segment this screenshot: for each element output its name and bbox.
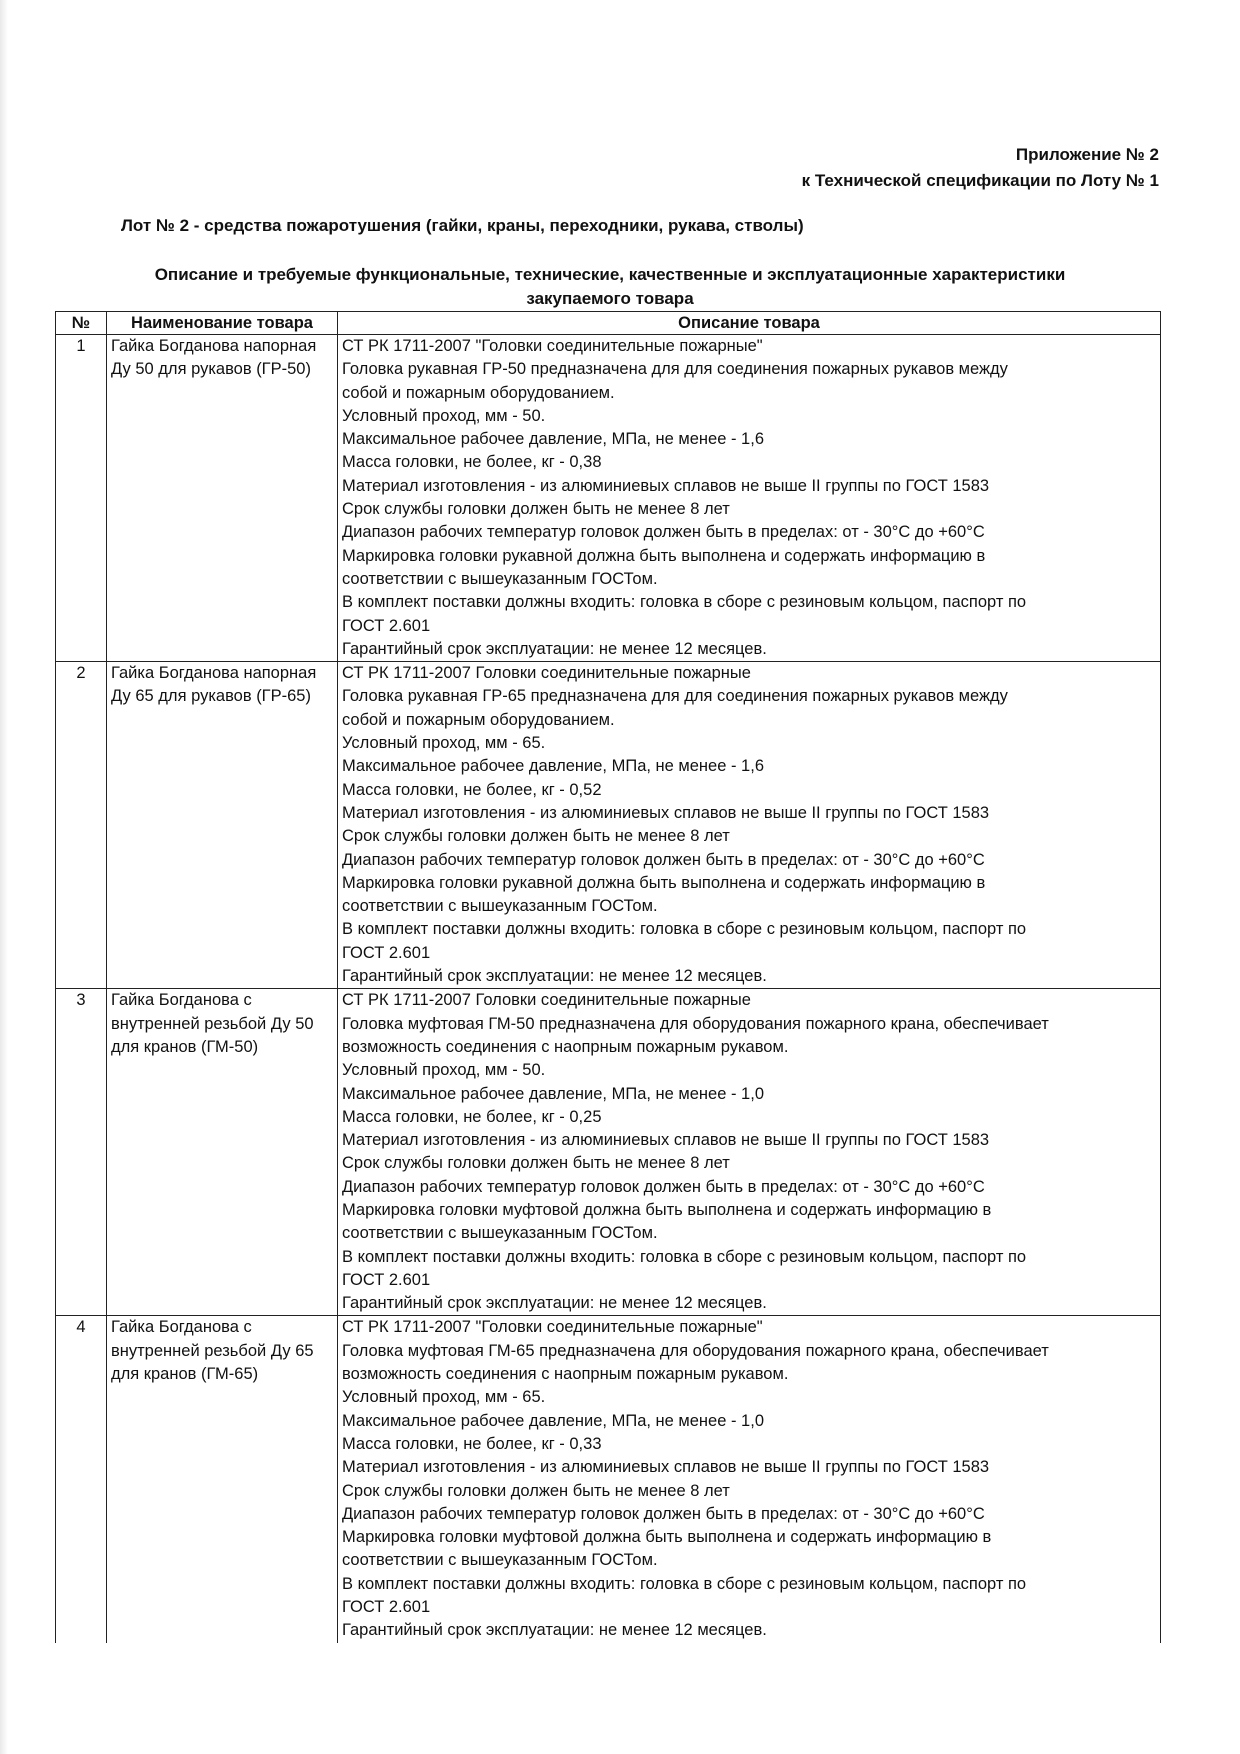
description-line: В комплект поставки должны входить: головка в сборе с резиновым кольцом, паспорт по <box>342 920 1027 939</box>
product-name: Гайка Богданова напорная Ду 65 для рукавов (ГР-65) <box>107 662 338 989</box>
description-line: Маркировка головки рукавной должна быть выполнена и содержать информацию в <box>342 546 986 565</box>
description-line: Условный проход, мм - 65. <box>342 734 546 753</box>
description-line: СТ РК 1711-2007 "Головки соединительные пожарные" <box>342 337 763 355</box>
column-header-description: Описание товара <box>338 312 1161 335</box>
product-name: Гайка Богданова с внутренней резьбой Ду 50 для кранов (ГМ-50) <box>107 989 338 1316</box>
description-line: В комплект поставки должны входить: головка в сборе с резиновым кольцом, паспорт по <box>342 593 1027 612</box>
description-line: В комплект поставки должны входить: головка в сборе с резиновым кольцом, паспорт по <box>342 1247 1027 1266</box>
table-row <box>56 662 1161 989</box>
description-line: СТ РК 1711-2007 "Головки соединительные пожарные" <box>342 1318 763 1337</box>
product-description <box>338 662 1161 989</box>
scan-edge-shadow <box>0 0 8 1754</box>
description-title <box>60 263 1160 311</box>
description-line: Маркировка головки рукавной должна быть выполнена и содержать информацию в <box>342 873 986 892</box>
description-line: собой и пожарным оборудованием. <box>342 710 615 729</box>
description-line: ГОСТ 2.601 <box>342 1598 431 1617</box>
description-line: Головка муфтовая ГМ-65 предназначена для оборудования пожарного крана, обеспечивает <box>342 1341 1049 1360</box>
product-description <box>338 1316 1161 1643</box>
appendix-header <box>802 142 1159 194</box>
table-row <box>56 335 1161 662</box>
description-line: Гарантийный срок эксплуатации: не менее 12 месяцев. <box>342 1294 767 1313</box>
description-line: Срок службы головки должен быть не менее 8 лет <box>342 827 730 846</box>
description-line: Головка рукавная ГР-65 предназначена для для соединения пожарных рукавов между <box>342 687 1008 706</box>
description-line: собой и пожарным оборудованием. <box>342 383 615 402</box>
description-line: Гарантийный срок эксплуатации: не менее 12 месяцев. <box>342 967 767 986</box>
description-line: соответствии с вышеуказанным ГОСТом. <box>342 1551 658 1570</box>
description-title-line-2: закупаемого товара <box>526 289 694 308</box>
row-number: 4 <box>56 1316 107 1643</box>
table-header-row <box>56 312 1161 335</box>
description-line: соответствии с вышеуказанным ГОСТом. <box>342 569 658 588</box>
lot-title: Лот № 2 - средства пожаротушения (гайки, краны, переходники, рукава, стволы) <box>121 216 804 235</box>
description-line: Максимальное рабочее давление, МПа, не менее - 1,6 <box>342 757 764 776</box>
product-name: Гайка Богданова напорная Ду 50 для рукавов (ГР-50) <box>107 335 338 662</box>
product-description <box>338 335 1161 662</box>
description-line: соответствии с вышеуказанным ГОСТом. <box>342 897 658 916</box>
description-line: Условный проход, мм - 50. <box>342 1061 546 1080</box>
description-line: Масса головки, не более, кг - 0,33 <box>342 1434 602 1453</box>
description-line: ГОСТ 2.601 <box>342 1270 431 1289</box>
description-line: Гарантийный срок эксплуатации: не менее 12 месяцев. <box>342 639 767 658</box>
description-line: Диапазон рабочих температур головок должен быть в пределах: от - 30°С до +60°С <box>342 523 985 542</box>
description-line: возможность соединения с наопрным пожарным рукавом. <box>342 1037 789 1056</box>
description-line: соответствии с вышеуказанным ГОСТом. <box>342 1224 658 1243</box>
description-line: ГОСТ 2.601 <box>342 616 431 635</box>
description-line: возможность соединения с наопрным пожарным рукавом. <box>342 1365 789 1384</box>
description-line: СТ РК 1711-2007 Головки соединительные пожарные <box>342 664 751 683</box>
description-line: СТ РК 1711-2007 Головки соединительные пожарные <box>342 991 751 1010</box>
description-line: Срок службы головки должен быть не менее 8 лет <box>342 1154 730 1173</box>
description-line: Срок службы головки должен быть не менее 8 лет <box>342 500 730 519</box>
appendix-reference: к Технической спецификации по Лоту № 1 <box>801 171 1159 190</box>
table-row <box>56 989 1161 1316</box>
description-line: Материал изготовления - из алюминиевых сплавов не выше II группы по ГОСТ 1583 <box>342 803 990 822</box>
column-header-name: Наименование товара <box>107 312 338 335</box>
description-line: Материал изготовления - из алюминиевых сплавов не выше II группы по ГОСТ 1583 <box>342 1458 990 1477</box>
description-line: Гарантийный срок эксплуатации: не менее 12 месяцев. <box>342 1621 767 1640</box>
description-line: Головка муфтовая ГМ-50 предназначена для оборудования пожарного крана, обеспечивает <box>342 1014 1049 1033</box>
description-line: Условный проход, мм - 50. <box>342 406 546 425</box>
description-line: Масса головки, не более, кг - 0,38 <box>342 453 602 472</box>
row-number: 2 <box>56 662 107 989</box>
appendix-number: Приложение № 2 <box>1015 145 1159 164</box>
product-description <box>338 989 1161 1316</box>
description-line: Головка рукавная ГР-50 предназначена для для соединения пожарных рукавов между <box>342 360 1008 379</box>
description-line: Максимальное рабочее давление, МПа, не менее - 1,0 <box>342 1411 764 1430</box>
description-line: Диапазон рабочих температур головок должен быть в пределах: от - 30°С до +60°С <box>342 1177 985 1196</box>
table-row <box>56 1316 1161 1643</box>
description-line: Диапазон рабочих температур головок должен быть в пределах: от - 30°С до +60°С <box>342 850 985 869</box>
description-line: Максимальное рабочее давление, МПа, не менее - 1,0 <box>342 1084 764 1103</box>
table-body <box>56 335 1161 1643</box>
description-line: Масса головки, не более, кг - 0,25 <box>342 1107 602 1126</box>
description-line: Масса головки, не более, кг - 0,52 <box>342 780 602 799</box>
description-line: Диапазон рабочих температур головок должен быть в пределах: от - 30°С до +60°С <box>342 1504 985 1523</box>
description-title-line-1: Описание и требуемые функциональные, технические, качественные и эксплуатационные характеристики <box>154 265 1066 284</box>
description-line: В комплект поставки должны входить: головка в сборе с резиновым кольцом, паспорт по <box>342 1574 1027 1593</box>
product-name: Гайка Богданова с внутренней резьбой Ду 65 для кранов (ГМ-65) <box>107 1316 338 1643</box>
description-line: Условный проход, мм - 65. <box>342 1388 546 1407</box>
specification-table <box>55 311 1161 1643</box>
description-line: Материал изготовления - из алюминиевых сплавов не выше II группы по ГОСТ 1583 <box>342 476 990 495</box>
column-header-number: № <box>56 312 107 335</box>
row-number: 3 <box>56 989 107 1316</box>
row-number: 1 <box>56 335 107 662</box>
description-line: Материал изготовления - из алюминиевых сплавов не выше II группы по ГОСТ 1583 <box>342 1131 990 1150</box>
description-line: ГОСТ 2.601 <box>342 943 431 962</box>
description-line: Срок службы головки должен быть не менее 8 лет <box>342 1481 730 1500</box>
description-line: Маркировка головки муфтовой должна быть выполнена и содержать информацию в <box>342 1200 992 1219</box>
description-line: Маркировка головки муфтовой должна быть выполнена и содержать информацию в <box>342 1528 992 1547</box>
description-line: Максимальное рабочее давление, МПа, не менее - 1,6 <box>342 430 764 449</box>
